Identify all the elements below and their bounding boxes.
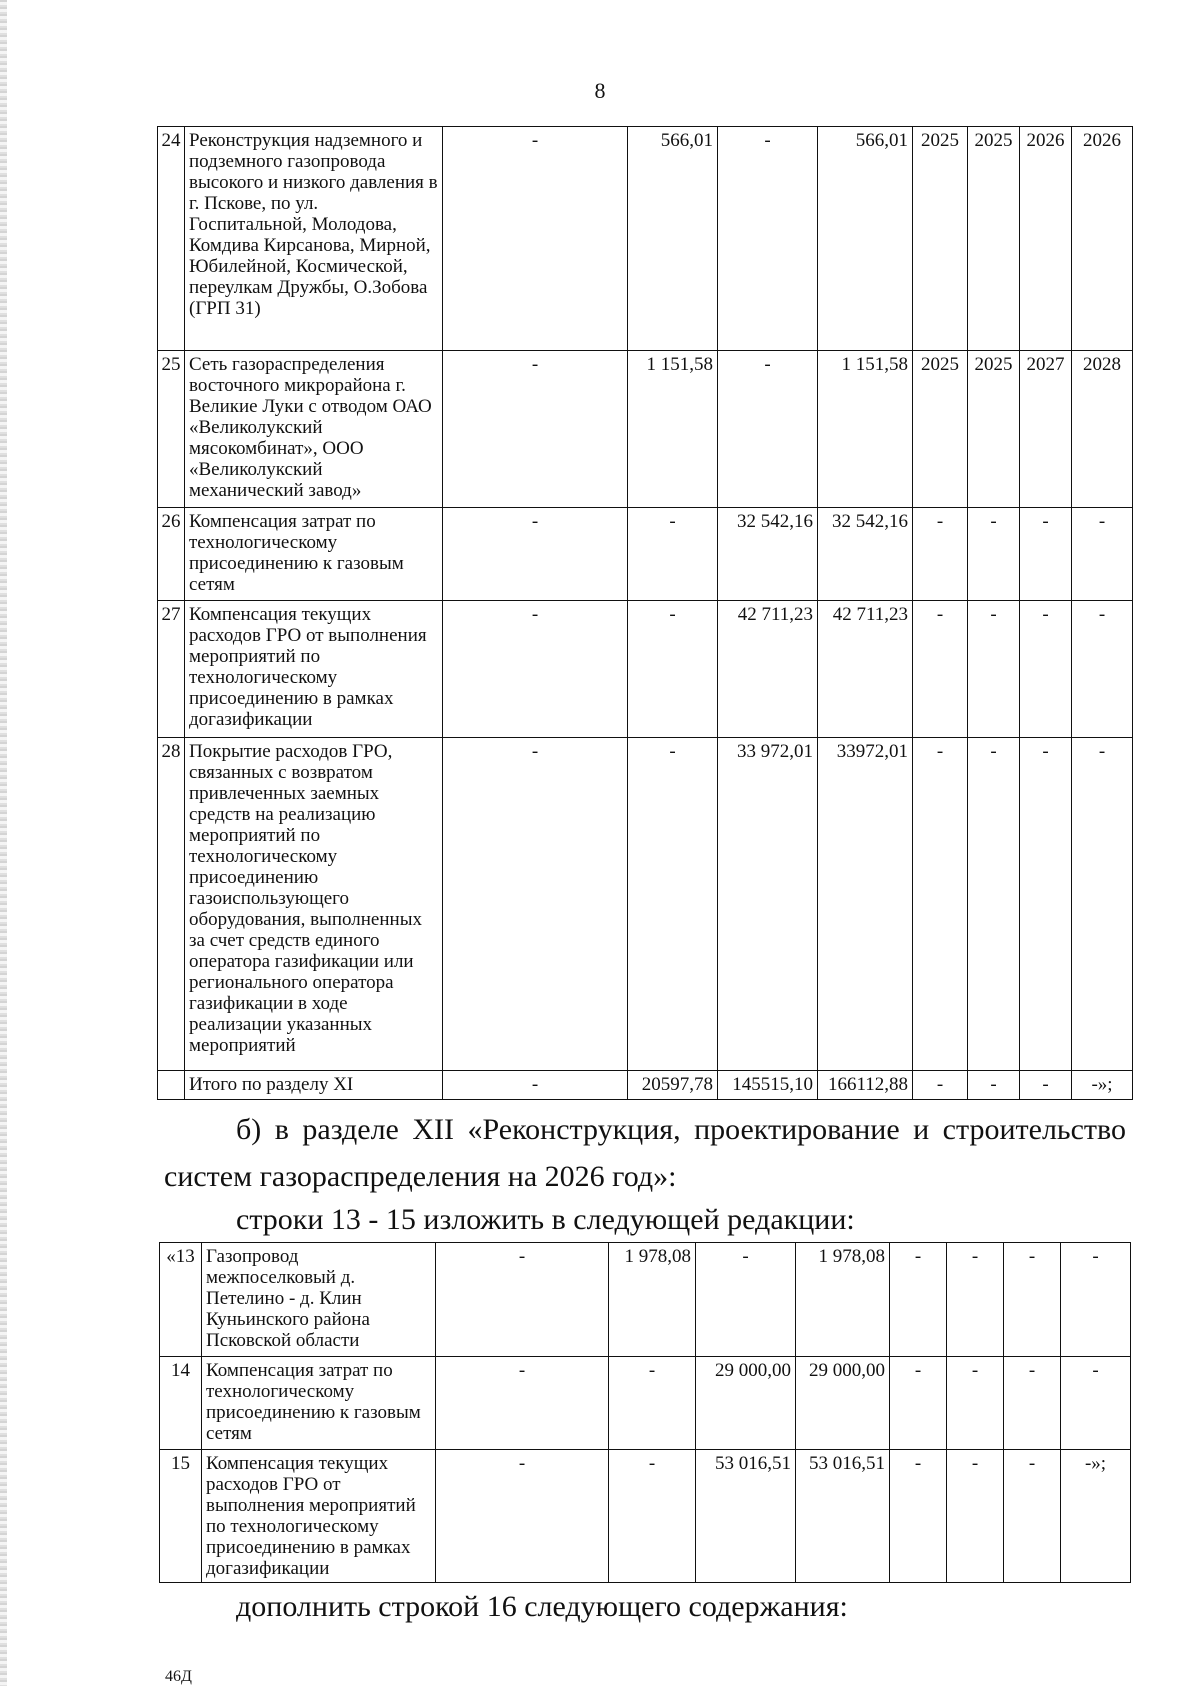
- cell-year1: -: [913, 738, 968, 1071]
- table-row: [158, 601, 1133, 738]
- row-number: 24: [158, 127, 185, 351]
- cell-year4: -: [1072, 738, 1133, 1071]
- cell-col4: 42 711,23: [818, 601, 913, 738]
- cell-col2: -: [609, 1450, 696, 1583]
- cell-year3: -: [1004, 1357, 1061, 1450]
- cell-col1: -: [443, 1071, 628, 1100]
- cell-year2: -: [968, 508, 1020, 601]
- cell-year4: -: [1061, 1357, 1131, 1450]
- total-row: [158, 1071, 1133, 1100]
- cell-col3: 53 016,51: [696, 1450, 796, 1583]
- amendment-paragraph: б) в разделе XII «Реконструкция, проектирование и строительство: [236, 1113, 1126, 1146]
- cell-year3: -: [1004, 1450, 1061, 1583]
- cell-col3: 42 711,23: [718, 601, 818, 738]
- row-number: 26: [158, 508, 185, 601]
- cell-col2: -: [628, 508, 718, 601]
- amendment-instruction-add-row: дополнить строкой 16 следующего содержания:: [236, 1590, 848, 1623]
- cell-col3: 29 000,00: [696, 1357, 796, 1450]
- cell-col1: -: [436, 1357, 609, 1450]
- cell-col3: 32 542,16: [718, 508, 818, 601]
- row-number: «13: [160, 1243, 202, 1357]
- cell-col2: 1 151,58: [628, 351, 718, 508]
- cell-col4: 1 978,08: [796, 1243, 890, 1357]
- table-row: [160, 1450, 1131, 1583]
- cell-col4: 1 151,58: [818, 351, 913, 508]
- row-name: Компенсация затрат по технологическому присоединению к газовым сетям: [185, 508, 443, 601]
- cell-col3: 33 972,01: [718, 738, 818, 1071]
- cell-col3: -: [718, 127, 818, 351]
- cell-year2: -: [947, 1243, 1004, 1357]
- investment-table-section-xi: [157, 126, 1133, 1100]
- cell-col1: -: [443, 508, 628, 601]
- row-name: Сеть газораспределения восточного микрорайона г. Великие Луки с отводом ОАО «Великолукский мясокомбинат», ООО «Великолукский механический завод»: [185, 351, 443, 508]
- cell-year3: -: [1020, 1071, 1072, 1100]
- cell-year4: 2028: [1072, 351, 1133, 508]
- document-code: 46Д: [165, 1668, 192, 1685]
- row-name: Компенсация текущих расходов ГРО от выполнения мероприятий по технологическому присоединению в рамках догазификации: [185, 601, 443, 738]
- cell-col4: 29 000,00: [796, 1357, 890, 1450]
- cell-col2: -: [628, 738, 718, 1071]
- cell-col2: -: [628, 601, 718, 738]
- investment-table-section-xii: [159, 1242, 1131, 1583]
- table-row: [158, 351, 1133, 508]
- cell-col2: -: [609, 1357, 696, 1450]
- page-number: 8: [594, 78, 606, 103]
- table-row: [158, 508, 1133, 601]
- cell-col4: 566,01: [818, 127, 913, 351]
- cell-year4: -: [1061, 1243, 1131, 1357]
- cell-year4: -: [1072, 508, 1133, 601]
- row-number: 27: [158, 601, 185, 738]
- row-number: 28: [158, 738, 185, 1071]
- cell-year3: -: [1004, 1243, 1061, 1357]
- cell-col1: -: [436, 1450, 609, 1583]
- cell-col3: -: [718, 351, 818, 508]
- cell-year1: 2025: [913, 127, 968, 351]
- amendment-instruction: строки 13 - 15 изложить в следующей редакции:: [236, 1203, 855, 1236]
- table-row: [160, 1357, 1131, 1450]
- cell-year1: -: [913, 1071, 968, 1100]
- row-number: 25: [158, 351, 185, 508]
- row-name: Компенсация текущих расходов ГРО от выполнения мероприятий по технологическому присоединению в рамках догазификации: [202, 1450, 436, 1583]
- cell-col1: -: [443, 601, 628, 738]
- table-row: [160, 1243, 1131, 1357]
- cell-col1: -: [443, 127, 628, 351]
- row-name: Реконструкция надземного и подземного газопровода высокого и низкого давления в г. Пскове, по ул. Госпитальной, Молодова, Комдива Кирсанова, Мирной, Юбилейной, Космической, переулкам Дружбы, О.Зобова (ГРП 31): [185, 127, 443, 351]
- cell-year1: -: [913, 508, 968, 601]
- row-number: 15: [160, 1450, 202, 1583]
- cell-year1: -: [890, 1357, 947, 1450]
- cell-col1: -: [436, 1243, 609, 1357]
- cell-year1: -: [913, 601, 968, 738]
- cell-year2: 2025: [968, 127, 1020, 351]
- row-name: Покрытие расходов ГРО, связанных с возвратом привлеченных заемных средств на реализацию мероприятий по технологическому присоединению газоиспользующего оборудования, выполненных за счет средств единого оператора газификации или регионального оператора газификации в ходе реализации указанных мероприятий: [185, 738, 443, 1071]
- cell-year3: -: [1020, 738, 1072, 1071]
- cell-year3: -: [1020, 601, 1072, 738]
- row-name: Компенсация затрат по технологическому присоединению к газовым сетям: [202, 1357, 436, 1450]
- row-name: Газопровод межпоселковый д. Петелино - д. Клин Куньинского района Псковской области: [202, 1243, 436, 1357]
- cell-year2: -: [968, 1071, 1020, 1100]
- table-row: [158, 738, 1133, 1071]
- cell-year1: -: [890, 1243, 947, 1357]
- cell-year4: -: [1072, 601, 1133, 738]
- cell-year1: 2025: [913, 351, 968, 508]
- cell-year4: 2026: [1072, 127, 1133, 351]
- amendment-paragraph-continued: систем газораспределения на 2026 год»:: [164, 1160, 677, 1193]
- cell-col4: 53 016,51: [796, 1450, 890, 1583]
- cell-year2: -: [968, 601, 1020, 738]
- cell-col2: 566,01: [628, 127, 718, 351]
- cell-col2: 20597,78: [628, 1071, 718, 1100]
- cell-col1: -: [443, 738, 628, 1071]
- cell-col2: 1 978,08: [609, 1243, 696, 1357]
- cell-year3: -: [1020, 508, 1072, 601]
- cell-col3: -: [696, 1243, 796, 1357]
- table-row: [158, 127, 1133, 351]
- cell-year2: 2025: [968, 351, 1020, 508]
- cell-year2: -: [947, 1357, 1004, 1450]
- cell-year2: -: [947, 1450, 1004, 1583]
- cell-col1: -: [443, 351, 628, 508]
- cell-year1: -: [890, 1450, 947, 1583]
- cell-year3: 2027: [1020, 351, 1072, 508]
- scan-edge-artifact: [0, 0, 7, 1686]
- row-number: 14: [160, 1357, 202, 1450]
- cell-year4: -»;: [1072, 1071, 1133, 1100]
- total-label: Итого по разделу XI: [185, 1071, 443, 1100]
- cell-col4: 33972,01: [818, 738, 913, 1071]
- cell-col3: 145515,10: [718, 1071, 818, 1100]
- row-number: [158, 1071, 185, 1100]
- cell-year3: 2026: [1020, 127, 1072, 351]
- cell-year2: -: [968, 738, 1020, 1071]
- cell-year4: -»;: [1061, 1450, 1131, 1583]
- cell-col4: 166112,88: [818, 1071, 913, 1100]
- cell-col4: 32 542,16: [818, 508, 913, 601]
